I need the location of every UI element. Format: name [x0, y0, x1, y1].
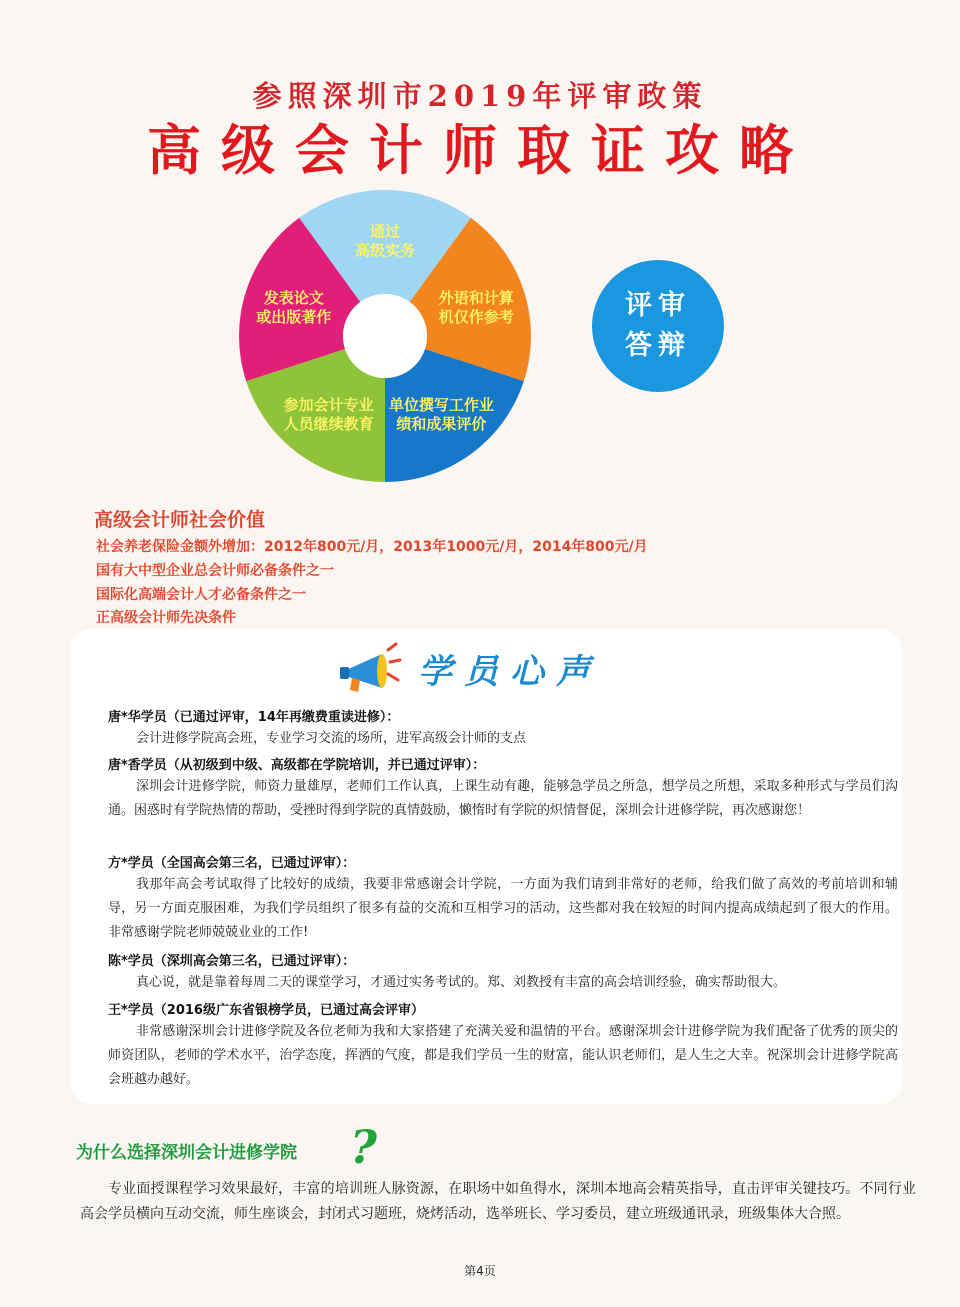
- why-choose-title: 为什么选择深圳会计进修学院: [76, 1143, 297, 1163]
- wheel-segment-label: 外语和计算: [438, 288, 514, 307]
- social-value-line: 国有大中型企业总会计师必备条件之一: [96, 563, 334, 579]
- question-mark-icon: ?: [350, 1120, 377, 1174]
- page-number: 第4页: [464, 1264, 496, 1278]
- social-value-line: 国际化高端会计人才必备条件之一: [96, 587, 306, 603]
- why-choose-text: 专业面授课程学习效果最好，丰富的培训班人脉资源，在职场中如鱼得水，深圳本地高会精英指导，直击评审关键技巧。不同行业高会学员横向互动交流，师生座谈会，封闭式习题班，烧烤活动，选举班长、学习委员，建立班级通讯录，班级集体大合照。: [80, 1181, 916, 1222]
- wheel-segment-label: 参加会计专业: [283, 396, 374, 415]
- testimonial-name: 唐*华学员（已通过评审，14年再缴费重读进修）：: [108, 710, 400, 725]
- wheel-segment-label: 高级实务: [354, 241, 416, 260]
- testimonial-text: 会计进修学院高会班，专业学习交流的场所，进军高级会计师的支点: [136, 731, 527, 746]
- testimonial-name: 王*学员（2016级广东省银榜学员，已通过高会评审）: [108, 1003, 424, 1018]
- wheel-segment-label: 绩和成果评价: [396, 415, 487, 434]
- social-value-line: 社会养老保险金额外增加：2012年800元/月，2013年1000元/月，2014年800元/月: [96, 539, 648, 555]
- wheel-segment-label: 单位撰写工作业: [388, 396, 494, 415]
- testimonial-name: 唐*香学员（从初级到中级、高级都在学院培训，并已通过评审）：: [108, 758, 486, 773]
- testimonial-name: 方*学员（全国高会第三名，已通过评审）：: [108, 856, 356, 871]
- testimonial-text: 非常感谢深圳会计进修学院及各位老师为我和大家搭建了充满关爱和温情的平台。感谢深圳会计进修学院为我们配备了优秀的顶尖的师资团队，老师的学术水平，治学态度，挥洒的气度，都是我们学员一生的财富，能认识老师们，是人生之大幸。祝深圳会计进修学院高会班越办越好。: [108, 1024, 898, 1087]
- testimonial-name: 陈*学员（深圳高会第三名，已通过评审）：: [108, 954, 356, 969]
- testimonials-title: 学员心声: [418, 652, 602, 692]
- wheel-segment-label: 发表论文: [263, 288, 324, 307]
- review-defense-badge: [592, 260, 724, 392]
- review-line-2: 答辩: [625, 330, 691, 361]
- megaphone-icon: [338, 640, 402, 698]
- wheel-segment-label: 机仅作参考: [438, 307, 514, 326]
- wheel-segment-label: 或出版著作: [256, 307, 332, 326]
- wheel-segment-label: 通过: [369, 222, 401, 241]
- testimonial-text: 深圳会计进修学院，师资力量雄厚，老师们工作认真，上课生动有趣，能够急学员之所急，想学员之所想，采取多种形式与学员们沟通。困惑时有学院热情的帮助，受挫时得到学院的真情鼓励，懒惰时有学院的炽情督促，深圳会计进修学院，再次感谢您！: [108, 779, 898, 818]
- subtitle: 参照深圳市2019年评审政策: [252, 79, 708, 113]
- wheel-segment-label: 人员继续教育: [283, 415, 374, 434]
- testimonial-text: 真心说，就是靠着每周二天的课堂学习，才通过实务考试的。郑、刘教授有丰富的高会培训经验，确实帮助很大。: [136, 975, 787, 990]
- wheel-center: [343, 294, 427, 378]
- social-value-line: 正高级会计师先决条件: [96, 610, 236, 626]
- testimonial-text: 我那年高会考试取得了比较好的成绩，我要非常感谢会计学院，一方面为我们请到非常好的老师，给我们做了高效的考前培训和辅导，另一方面克服困难，为我们学员组织了很多有益的交流和互相学习的活动，这些都对我在较短的时间内提高成绩起到了很大的作用。非常感谢学院老师兢兢业业的工作!: [108, 877, 898, 940]
- social-value-title: 高级会计师社会价值: [94, 509, 266, 531]
- page-title: 高级会计师取证攻略: [147, 118, 813, 182]
- review-line-1: 评审: [625, 290, 691, 321]
- requirements-wheel: [235, 186, 535, 486]
